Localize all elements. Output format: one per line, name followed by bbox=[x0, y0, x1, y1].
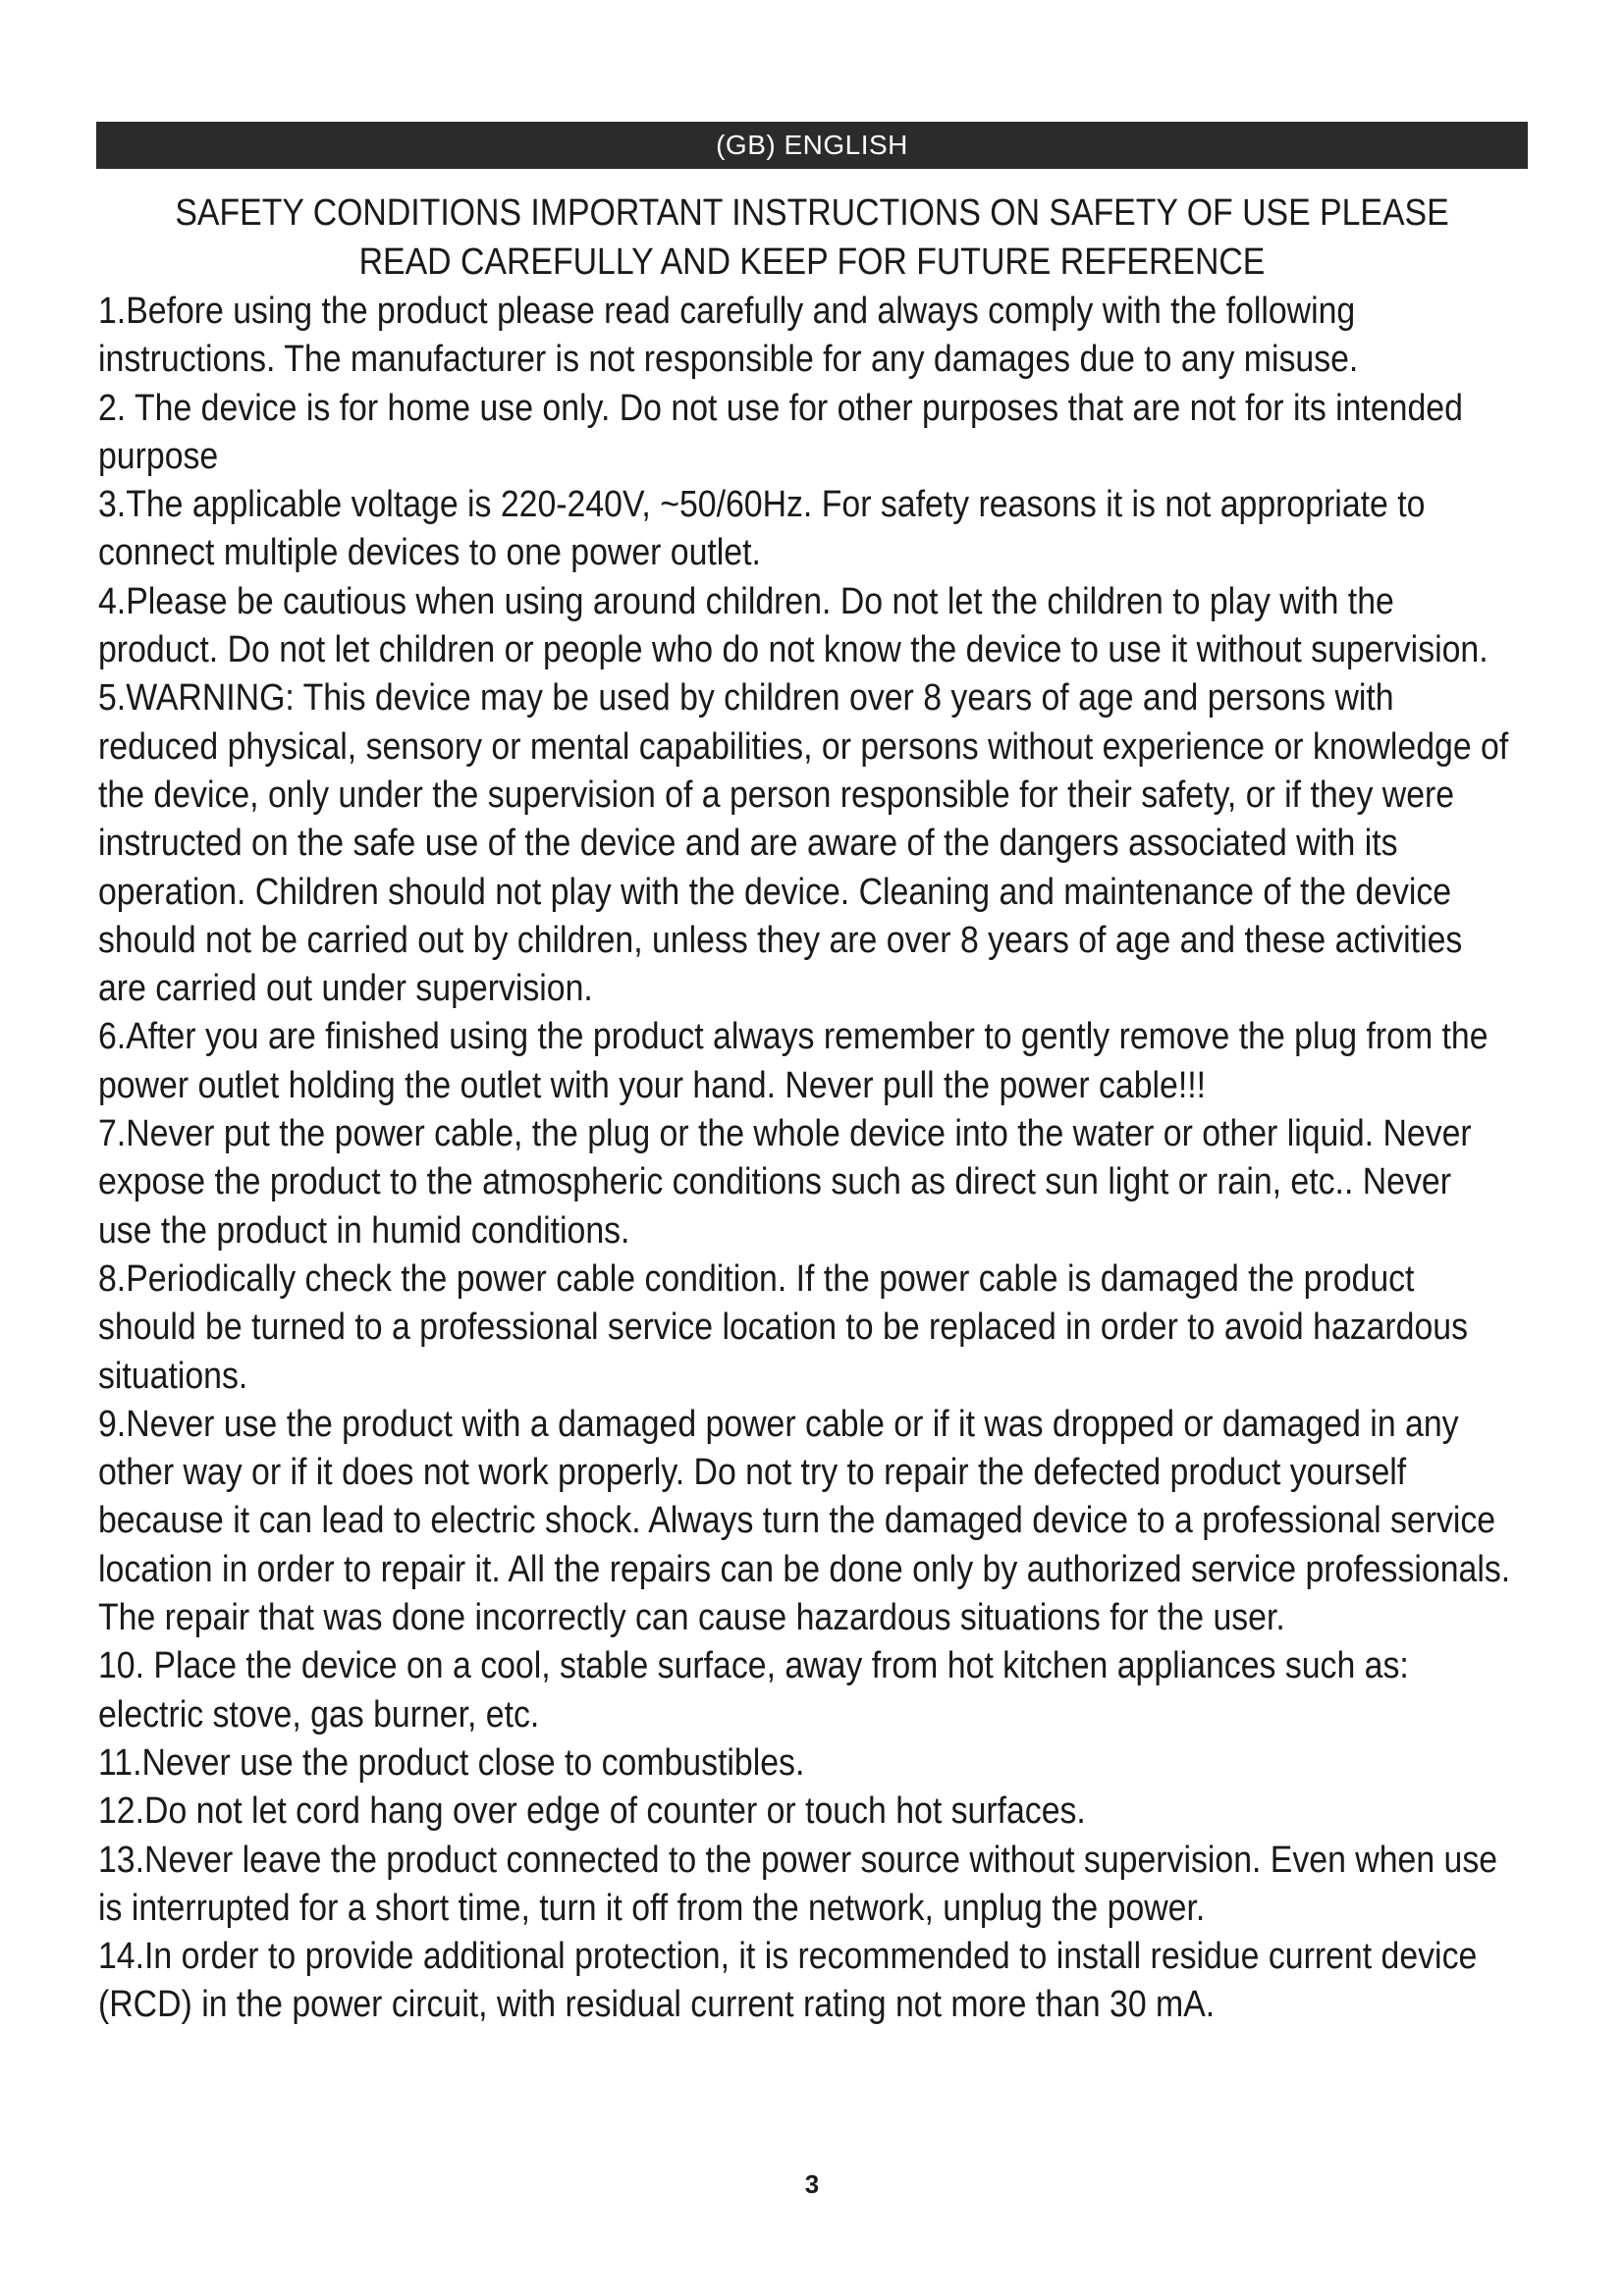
instruction-item: 14.In order to provide additional protection, it is recommended to install residue current device (RCD) in the power circuit, with residual current rating not more than 30 mA. bbox=[98, 1936, 1478, 2026]
page-number: 3 bbox=[804, 2169, 820, 2199]
instruction-item: 2. The device is for home use only. Do not use for other purposes that are not for its intended purpose bbox=[98, 387, 1463, 477]
instruction-item: 1.Before using the product please read carefully and always comply with the following instructions. The manufacturer is not responsible for any damages due to any misuse. bbox=[98, 291, 1359, 381]
safety-title bbox=[175, 188, 1449, 287]
instruction-item: 8.Periodically check the power cable condition. If the power cable is damaged the product should be turned to a professional service location to be replaced in order to avoid hazardous situations. bbox=[98, 1257, 1469, 1397]
instruction-item: 12.Do not let cord hang over edge of counter or touch hot surfaces. bbox=[98, 1790, 1086, 1833]
instruction-item: 3.The applicable voltage is 220-240V, ~50/60Hz. For safety reasons it is not appropriate to connect multiple devices to one power outlet. bbox=[98, 484, 1426, 574]
instruction-item: 6.After you are finished using the product always remember to gently remove the plug from the power outlet holding the outlet with your hand. Never pull the power cable!!! bbox=[98, 1016, 1489, 1106]
instruction-item: 13.Never leave the product connected to the power source without supervision. Even when use is interrupted for a short time, turn it off from the network, unplug the power. bbox=[98, 1839, 1498, 1929]
safety-instructions-list bbox=[98, 288, 1514, 2030]
instruction-item: 10. Place the device on a cool, stable surface, away from hot kitchen appliances such as: electric stove, gas burner, etc. bbox=[98, 1645, 1409, 1735]
instruction-item: 11.Never use the product close to combustibles. bbox=[98, 1741, 805, 1784]
safety-title-line-1: SAFETY CONDITIONS IMPORTANT INSTRUCTIONS ON SAFETY OF USE PLEASE bbox=[175, 192, 1449, 234]
instruction-item: 5.WARNING: This device may be used by children over 8 years of age and persons with reduced physical, sensory or mental capabilities, or persons without experience or knowledge of the device, only under the supervision of a person responsible for their safety, or if they were instructed on the safe use of the device and are aware of the dangers associated with its operation. Children should not play with the device. Cleaning and maintenance of the device should not be carried out by children, unless they are over 8 years of age and these activities are carried out under supervision. bbox=[98, 677, 1509, 1010]
language-header-bar bbox=[96, 122, 1528, 169]
instruction-item: 4.Please be cautious when using around children. Do not let the children to play with the product. Do not let children or people who do not know the device to use it without supervision. bbox=[98, 580, 1489, 671]
language-label: (GB) ENGLISH bbox=[716, 130, 908, 160]
instruction-item: 9.Never use the product with a damaged power cable or if it was dropped or damaged in any other way or if it does not work properly. Do not try to repair the defected product yourself because it can lead to electric shock. Always turn the damaged device to a professional service location in order to repair it. All the repairs can be done only by authorized service professionals. The repair that was done incorrectly can cause hazardous situations for the user. bbox=[98, 1403, 1511, 1639]
safety-title-line-2: READ CAREFULLY AND KEEP FOR FUTURE REFERENCE bbox=[358, 241, 1266, 283]
instruction-item: 7.Never put the power cable, the plug or the whole device into the water or other liquid. Never expose the product to the atmospheric conditions such as direct sun light or rain, etc.. Never use the product in humid conditions. bbox=[98, 1113, 1472, 1252]
